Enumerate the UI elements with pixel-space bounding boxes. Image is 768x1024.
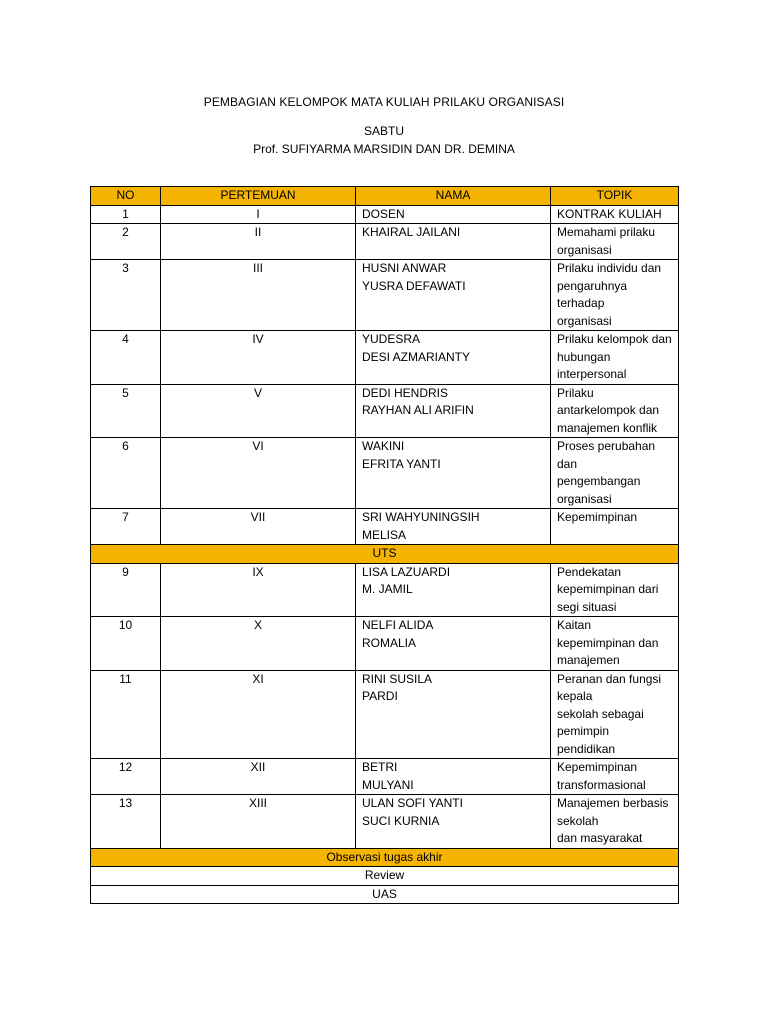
cell-meeting: XII [161,759,356,795]
cell-topic [551,384,679,438]
cell-no: 2 [91,224,161,260]
column-header-no: NO [91,187,161,206]
cell-names [356,224,551,260]
schedule-day: SABTU [363,124,404,138]
cell-names [356,759,551,795]
cell-names [356,260,551,331]
cell-no: 11 [91,670,161,759]
cell-meeting: V [161,384,356,438]
cell-names-line: SUCI KURNIA [362,813,440,828]
table-row [91,563,679,617]
cell-meeting: XI [161,670,356,759]
table-row [91,224,679,260]
cell-meeting: IV [161,331,356,385]
uas-row [91,885,679,904]
cell-topic-line: organisasi [557,313,612,328]
cell-topic [551,563,679,617]
cell-names [356,205,551,224]
cell-names-line: EFRITA YANTI [362,456,441,471]
cell-topic-line: pengaruhnya terhadap [557,278,628,310]
cell-topic-line: manajemen [557,653,620,667]
cell-topic-line: Kepemimpinan [557,760,638,774]
cell-topic-line: Proses perubahan dan [557,439,656,471]
cell-topic [551,224,679,260]
cell-topic [551,260,679,331]
table-row [91,670,679,759]
cell-topic-line: interpersonal [557,367,627,381]
table-row [91,795,679,849]
cell-topic-line: Prilaku kelompok dan hubungan [557,332,672,364]
cell-names-line: DOSEN [362,206,405,221]
uas-row-label: UAS [91,885,679,904]
lecturer-names: Prof. SUFIYARMA MARSIDIN DAN DR. DEMINA [253,142,515,156]
cell-meeting: XIII [161,795,356,849]
cell-topic-line: Manajemen berbasis sekolah [557,796,669,828]
cell-names-line: LISA LAZUARDI [362,564,451,579]
cell-topic [551,438,679,509]
cell-no: 12 [91,759,161,795]
cell-meeting: VII [161,509,356,545]
cell-names-line: DEDI HENDRIS [362,385,449,400]
cell-topic-line: Pendekatan kepemimpinan dari [557,564,659,596]
cell-names-line: BETRI [362,760,398,774]
cell-names [356,438,551,509]
cell-no: 3 [91,260,161,331]
cell-names-line: DESI AZMARIANTY [362,349,471,364]
cell-topic-line: pendidikan [557,741,616,756]
cell-names-line: NELFI ALIDA [362,618,434,632]
cell-names-line: RINI SUSILA [362,671,433,686]
cell-meeting: II [161,224,356,260]
table-row [91,617,679,671]
document-title: PEMBAGIAN KELOMPOK MATA KULIAH PRILAKU ORGANISASI [203,95,565,109]
table-row [91,260,679,331]
cell-no: 5 [91,384,161,438]
cell-topic-line: transformasional [557,777,646,792]
cell-names [356,384,551,438]
cell-names-line: ULAN SOFI YANTI [362,796,463,810]
table-row [91,331,679,385]
cell-no: 9 [91,563,161,617]
cell-no: 13 [91,795,161,849]
cell-names [356,509,551,545]
cell-topic [551,509,679,545]
final-observation-row-label: Observasi tugas akhir [91,848,679,867]
cell-no: 4 [91,331,161,385]
cell-names-line: MELISA [362,527,407,542]
cell-topic [551,331,679,385]
cell-names-line: SRI WAHYUNINGSIH [362,510,480,524]
table-row [91,438,679,509]
table-row [91,205,679,224]
cell-meeting: X [161,617,356,671]
review-row-label: Review [91,867,679,886]
cell-topic-line: Peranan dan fungsi kepala [557,671,662,703]
cell-names [356,563,551,617]
cell-names [356,795,551,849]
column-header-meeting: PERTEMUAN [161,187,356,206]
cell-topic-line: manajemen konflik [557,420,658,435]
cell-topic-line: KONTRAK KULIAH [557,206,662,221]
cell-no: 7 [91,509,161,545]
cell-topic-line: Kepemimpinan [557,510,638,524]
cell-topic [551,670,679,759]
cell-no: 1 [91,205,161,224]
cell-names-line: ROMALIA [362,635,417,650]
cell-topic [551,617,679,671]
cell-topic-line: segi situasi [557,599,617,614]
cell-names [356,670,551,759]
cell-names [356,331,551,385]
cell-names-line: WAKINI [362,439,405,453]
uts-row [91,545,679,564]
cell-topic [551,795,679,849]
cell-topic [551,205,679,224]
cell-names-line: HUSNI ANWAR [362,261,447,275]
table-row [91,759,679,795]
cell-topic-line: dan masyarakat [557,831,643,845]
cell-no: 6 [91,438,161,509]
cell-meeting: I [161,205,356,224]
cell-names-line: KHAIRAL JAILANI [362,225,461,239]
cell-topic-line: Prilaku antarkelompok dan [557,385,660,417]
cell-names-line: MULYANI [362,777,414,792]
cell-topic [551,759,679,795]
uts-row-label: UTS [91,545,679,564]
column-header-name: NAMA [356,187,551,206]
cell-names-line: RAYHAN ALI ARIFIN [362,403,474,417]
cell-names [356,617,551,671]
final-observation-row [91,848,679,867]
cell-no: 10 [91,617,161,671]
cell-names-line: M. JAMIL [362,582,413,596]
cell-names-line: YUSRA DEFAWATI [362,278,466,293]
cell-meeting: IX [161,563,356,617]
table-body [91,205,679,904]
table-row [91,509,679,545]
review-row [91,867,679,886]
cell-topic-line: Kaitan kepemimpinan dan [557,618,659,650]
column-header-topic: TOPIK [551,187,679,206]
cell-topic-line: Prilaku individu dan [557,261,662,275]
cell-topic-line: Memahami prilaku organisasi [557,225,656,257]
cell-names-line: YUDESRA [362,332,421,346]
group-schedule-table [90,186,679,904]
cell-topic-line: sekolah sebagai pemimpin [557,706,644,738]
cell-topic-line: pengembangan organisasi [557,474,641,506]
table-header-row [91,187,679,206]
cell-meeting: VI [161,438,356,509]
table-row [91,384,679,438]
cell-meeting: III [161,260,356,331]
cell-names-line: PARDI [362,689,398,703]
